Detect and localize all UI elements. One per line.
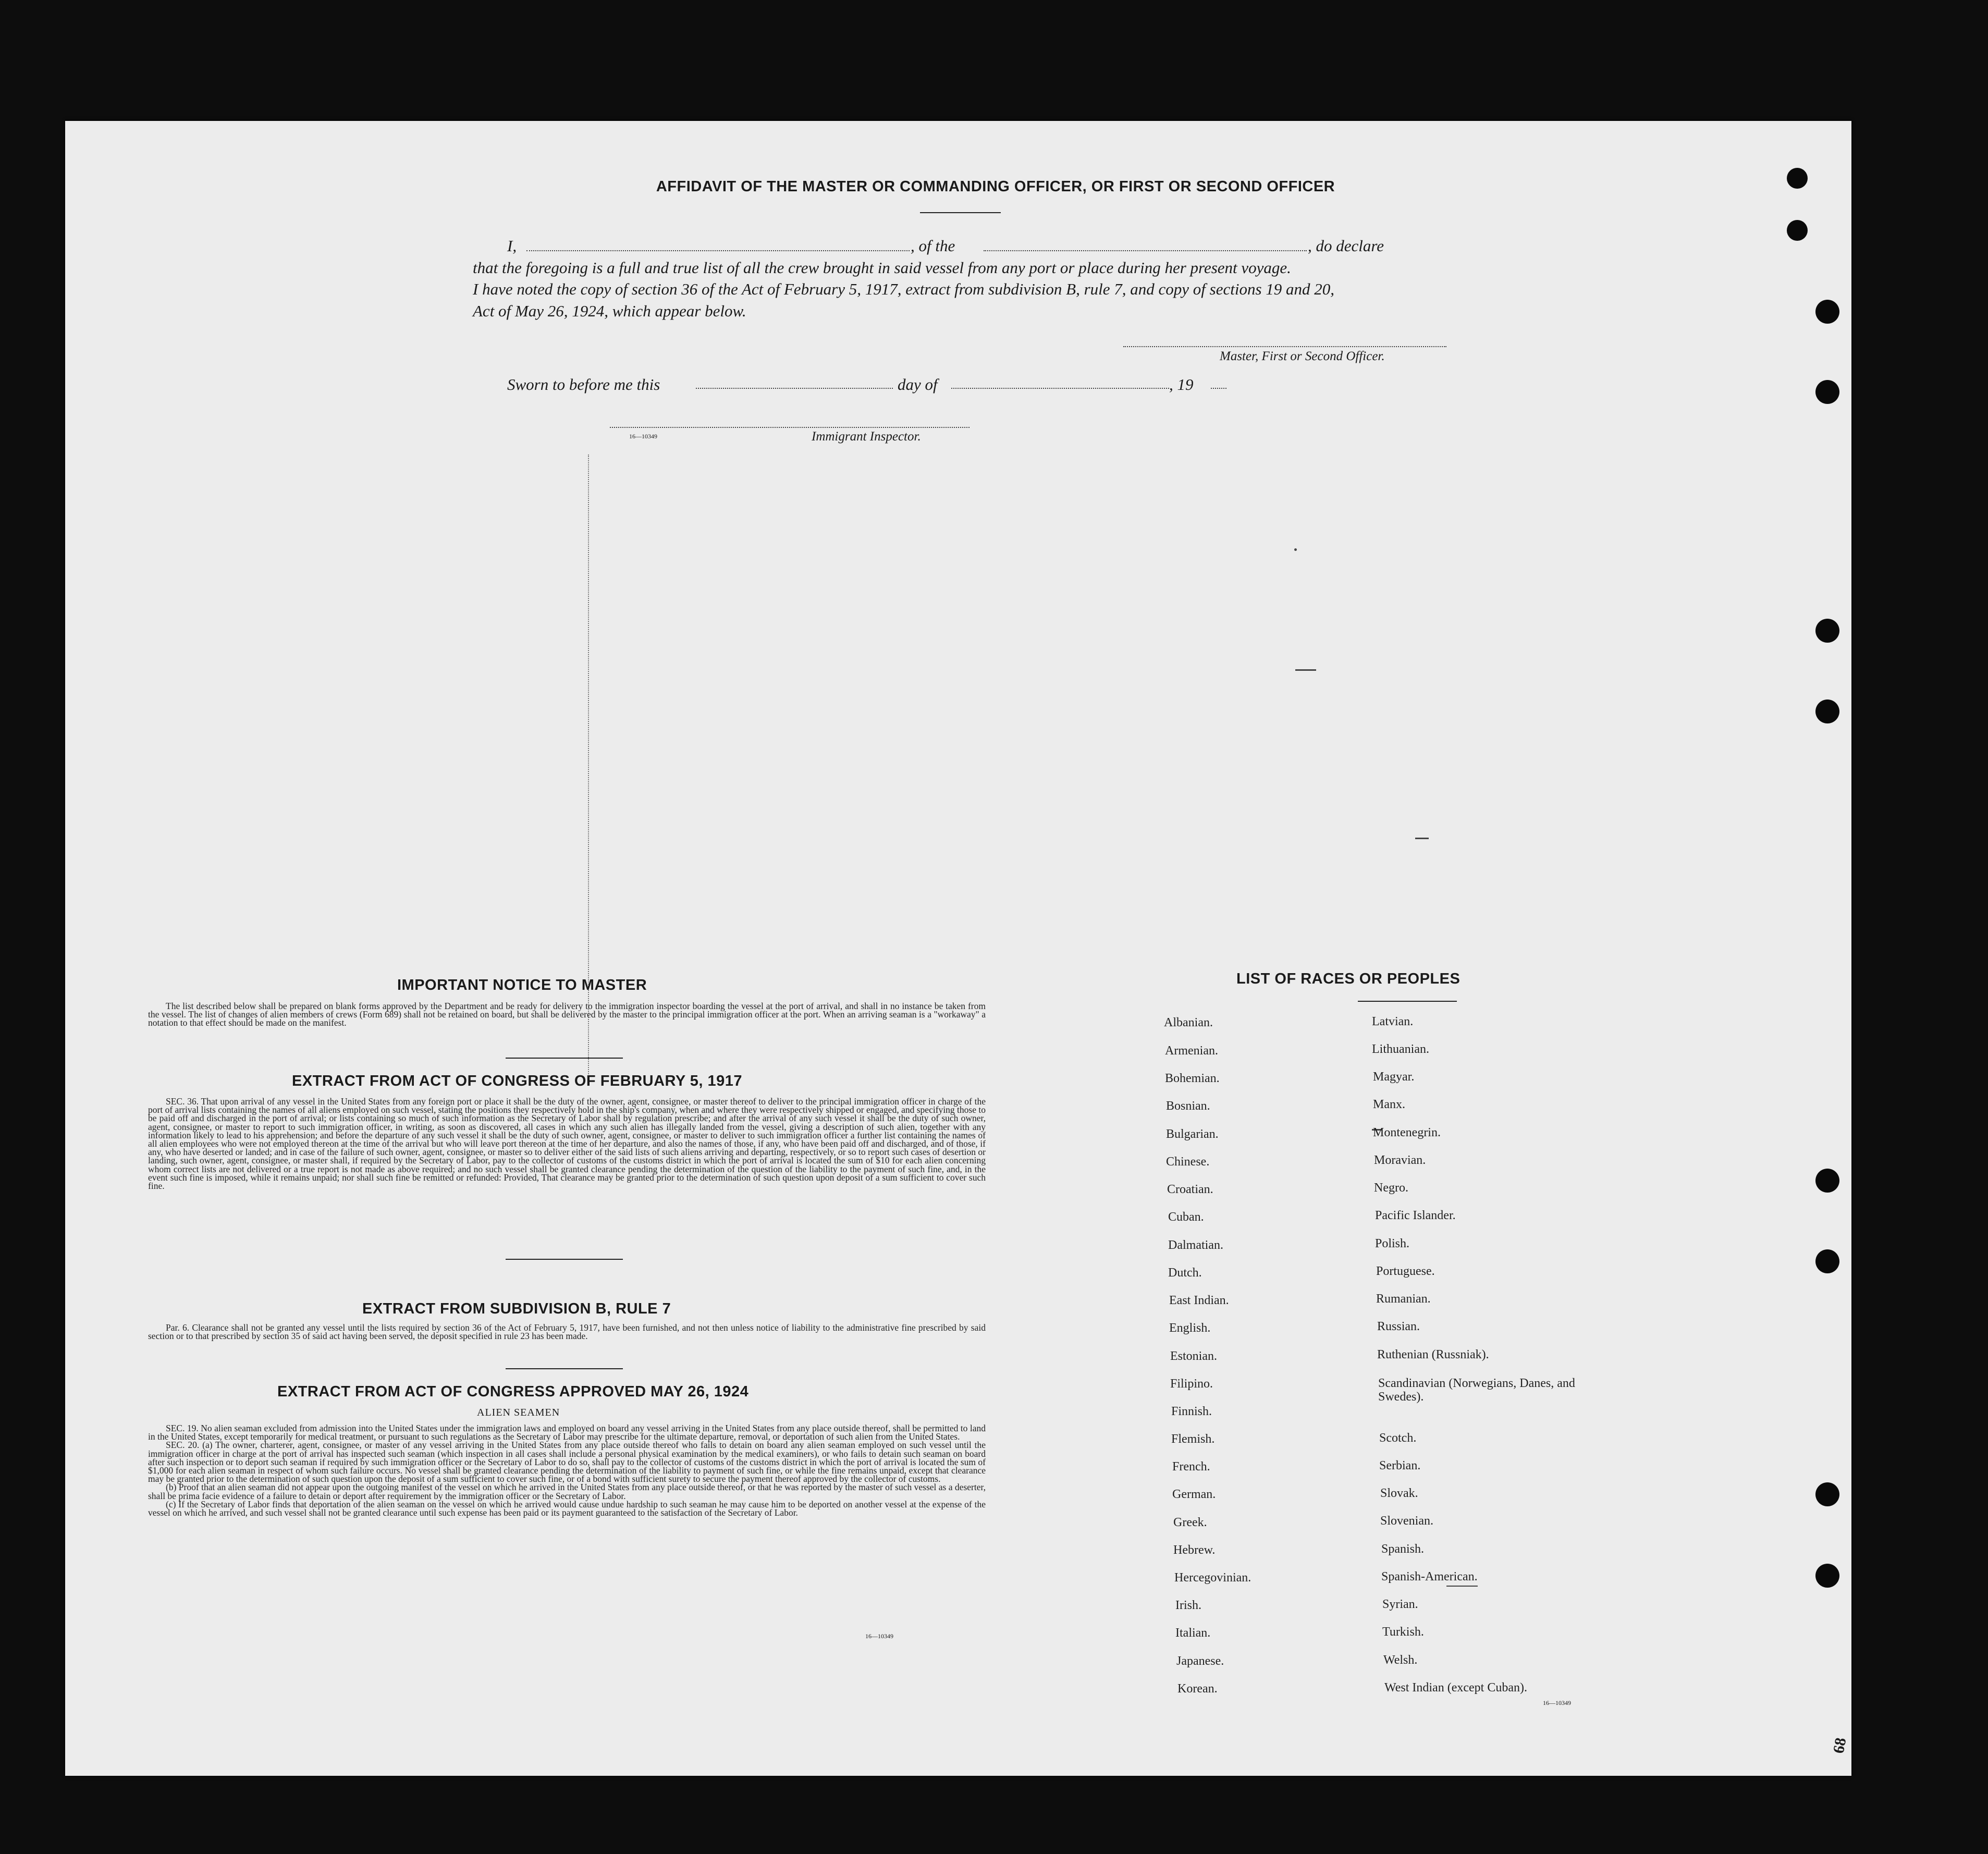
race-item: Cuban. <box>1168 1210 1204 1224</box>
sec20a-text: SEC. 20. (a) The owner, charterer, agent, consignee, or master of any vessel arriving in the United States from any place outside thereof who fails to detain on board any alien seaman employed on such vessel until the immigration officer in charge at the port of arrival has inspected such seaman (which inspection in all cases shall include a personal physical examination by the medical examiners), or who fails to detain such seaman on board after such inspection or to deport such seaman if required by such immigration officer or the Secretary of Labor to do so, shall pay to the collector of customs of the customs district in which the port of arrival is located the sum of $1,000 for each alien seaman in respect of whom such failure occurs. No vessel shall be granted clearance pending the determination of the liability to payment of such fine, or while the fine remains unpaid, except that clearance may be granted prior to the determination of such question upon the deposit of a sum sufficient to cover such fine, or of a bond with sufficient surety to secure the payment thereof approved by the collector of customs. <box>148 1440 986 1484</box>
race-item: Japanese. <box>1176 1654 1224 1668</box>
extract-1924-body <box>148 1424 986 1517</box>
race-item: Polish. <box>1375 1237 1410 1250</box>
inspector-signature-line[interactable] <box>610 427 970 428</box>
race-item: Italian. <box>1175 1626 1211 1640</box>
race-item: Portuguese. <box>1376 1264 1435 1278</box>
punch-hole <box>1815 1482 1839 1506</box>
scan-mark <box>1446 1586 1478 1587</box>
races-title: LIST OF RACES OR PEOPLES <box>1236 971 1461 987</box>
form-sheet <box>65 121 1851 1776</box>
extract-1917-body <box>148 1097 986 1190</box>
race-item: Hebrew. <box>1173 1543 1216 1557</box>
race-item: Bohemian. <box>1165 1072 1220 1085</box>
sworn-date-blank[interactable] <box>696 388 893 389</box>
race-item: Slovak. <box>1380 1487 1418 1500</box>
race-item: Dutch. <box>1168 1266 1202 1280</box>
par6-text: Par. 6. Clearance shall not be granted any vessel until the lists required by section 36 of the Act of February 5, 1917, have been furnished, and not then unless notice of liability to the administrative fine prescribed by said section or to that prescribed by section 35 of said act having been served, the deposit specified in rule 23 has been made. <box>148 1322 986 1342</box>
affidavit-line2: that the foregoing is a full and true list of all the crew brought in said vessel from any port or place during her present voyage. <box>473 259 1291 277</box>
race-item: Greek. <box>1173 1516 1207 1529</box>
race-item: Bosnian. <box>1166 1099 1210 1113</box>
title-rule <box>920 212 1001 213</box>
race-item: Spanish-American. <box>1381 1570 1478 1583</box>
notice-title: IMPORTANT NOTICE TO MASTER <box>397 977 647 993</box>
race-item: Filipino. <box>1170 1377 1213 1391</box>
master-signature-label: Master, First or Second Officer. <box>1220 349 1385 363</box>
race-item: Albanian. <box>1164 1016 1213 1029</box>
race-item: Scotch. <box>1379 1431 1417 1445</box>
race-item: Dalmatian. <box>1168 1238 1223 1252</box>
notice-text: The list described below shall be prepared on blank forms approved by the Department and be ready for delivery to the immigration inspector boarding the vessel at the port of arrival, and shall in no instance be taken from the vessel. The list of changes of alien members of crews (Form 689) shall not be retained on board, but shall be delivered by the master to the principal immigration officer at the port. When an arriving seaman is a "workaway" a notation to that effect should be made on the manifest. <box>148 1001 986 1028</box>
affidavit-form-number: 16—10349 <box>629 433 657 440</box>
master-signature-line[interactable] <box>1123 346 1446 347</box>
affidavit-line1-i: I, <box>507 237 517 255</box>
race-item: Welsh. <box>1383 1653 1418 1667</box>
sworn-year: , 19 <box>1169 375 1194 394</box>
affidavit-line1-of-the: , of the <box>911 237 955 255</box>
vessel-blank[interactable] <box>984 250 1307 251</box>
extract-1924-title: EXTRACT FROM ACT OF CONGRESS APPROVED MAY 26, 1924 <box>277 1383 749 1400</box>
race-item: Finnish. <box>1171 1405 1212 1418</box>
sec20c-text: (c) If the Secretary of Labor finds that deportation of the alien seaman on the vessel on which he arrived would cause undue hardship to such seaman he may cause him to be deported on another vessel at the expense of the vessel on which he arrived, and such vessel shall not be granted clearance until such expense has been paid or its payment guaranteed to the satisfaction of the Secretary of Labor. <box>148 1499 986 1518</box>
extract-1917-title: EXTRACT FROM ACT OF CONGRESS OF FEBRUARY 5, 1917 <box>292 1073 743 1089</box>
race-item: Latvian. <box>1372 1015 1414 1028</box>
punch-hole <box>1815 1249 1839 1273</box>
race-item: Montenegrin. <box>1373 1126 1441 1139</box>
affidavit-line4: Act of May 26, 1924, which appear below. <box>473 302 746 320</box>
race-item: Chinese. <box>1166 1155 1210 1169</box>
race-item: Russian. <box>1377 1320 1420 1333</box>
scan-mark <box>1295 669 1316 671</box>
punch-hole <box>1815 1169 1839 1193</box>
sworn-prefix: Sworn to before me this <box>507 375 660 394</box>
race-item: Negro. <box>1374 1181 1408 1195</box>
punch-hole <box>1815 1564 1839 1588</box>
inspector-label: Immigrant Inspector. <box>812 429 921 444</box>
sec36-text: SEC. 36. That upon arrival of any vessel in the United States from any foreign port or place it shall be the duty of the owner, agent, consignee, or master thereof to deliver to the principal immigration officer in charge of the port of arrival lists containing the names of all aliens employed on such vessel, stating the positions they respectively hold in the ship's company, when and where they were respectively shipped or engaged, and specifying those to be paid off and discharged in the port of arrival; or lists containing so much of such information as the Secretary of Labor shall by regulation prescribe; and after the arrival of any such vessel it shall be the duty of such owner, agent, consignee, or master to report to such immigration officer, in writing, as soon as discovered, all cases in which any such alien has illegally landed from the vessel, giving a description of such alien, together with any information likely to lead to his apprehension; and before the departure of any such vessel it shall be the duty of such owner, agent, consignee, or master to deliver to such immigration officer a further list containing the names of all alien employees who were not employed thereon at the time of the arrival but who will leave port thereon at the time of her departure, and also the names of those, if any, who have been paid off and discharged, and of those, if any, who have deserted or landed; and in case of the failure of such owner, agent, consignee, or master so to deliver either of the said lists of such aliens arriving and departing, respectively, or so to report such cases of desertion or landing, such owner, agent, consignee, or master shall, if required by the Secretary of Labor, pay to the collector of customs of the customs district in which the port of arrival is located the sum of $10 for each alien concerning whom correct lists are not delivered or a true report is not made as above required; and no such vessel shall be granted clearance pending the determination of the question of the liability to the payment of such fine, and, in the event such fine is imposed, while it remains unpaid; nor shall such fine be remitted or refunded: Provided, That clearance may be granted prior to the determination of such question upon deposit of a sum sufficient to cover such fine. <box>148 1096 986 1192</box>
affidavit-title: AFFIDAVIT OF THE MASTER OR COMMANDING OFFICER, OR FIRST OR SECOND OFFICER <box>656 178 1335 195</box>
handwritten-page-number: 68 <box>1830 1736 1850 1755</box>
race-item: Rumanian. <box>1376 1292 1431 1306</box>
race-item: Irish. <box>1175 1599 1201 1612</box>
scan-mark <box>1415 838 1429 839</box>
race-item: Magyar. <box>1373 1070 1415 1084</box>
races-title-rule <box>1358 1001 1457 1002</box>
race-item: French. <box>1172 1460 1210 1474</box>
section-rule <box>506 1259 623 1260</box>
race-item: Ruthenian (Russniak). <box>1377 1348 1489 1361</box>
race-item: Bulgarian. <box>1166 1127 1219 1141</box>
affidavit-line1-declare: , do declare <box>1308 237 1384 255</box>
race-item: Croatian. <box>1167 1183 1213 1196</box>
race-item: East Indian. <box>1169 1294 1229 1307</box>
scan-mark <box>1294 548 1297 551</box>
race-item: Korean. <box>1177 1682 1218 1696</box>
race-item: Armenian. <box>1165 1044 1218 1058</box>
race-item: West Indian (except Cuban). <box>1384 1681 1527 1695</box>
affidavit-line3: I have noted the copy of section 36 of the Act of February 5, 1917, extract from subdivision B, rule 7, and copy of sections 19 and 20, <box>473 280 1335 298</box>
rule7-title: EXTRACT FROM SUBDIVISION B, RULE 7 <box>362 1300 671 1317</box>
race-item: Pacific Islander. <box>1375 1209 1456 1222</box>
race-item: Serbian. <box>1379 1459 1421 1472</box>
section-rule <box>506 1058 623 1059</box>
sec19-text: SEC. 19. No alien seaman excluded from admission into the United States under the immigration laws and employed on board any vessel arriving in the United States from any place outside thereof, shall be permitted to land in the United States, except temporarily for medical treatment, or pursuant to such regulations as the Secretary of Labor may prescribe for the ultimate departure, removal, or deportation of such alien from the United States. <box>148 1423 986 1442</box>
punch-hole <box>1815 619 1839 643</box>
sworn-day-of: day of <box>898 375 938 394</box>
race-item: Slovenian. <box>1380 1514 1433 1528</box>
section-rule <box>506 1368 623 1369</box>
race-item: Manx. <box>1373 1098 1405 1111</box>
punch-hole <box>1815 300 1839 324</box>
race-item: Moravian. <box>1374 1153 1426 1167</box>
race-item: Lithuanian. <box>1372 1042 1429 1056</box>
race-item: Flemish. <box>1171 1432 1215 1446</box>
sworn-year-blank[interactable] <box>1211 388 1226 389</box>
sec20b-text: (b) Proof that an alien seaman did not appear upon the outgoing manifest of the vessel on which he arrived in the United States from any place outside thereof, or that he was reported by the master of such vessel as a deserter, shall be prima facie evidence of a failure to detain or deport after requirement by the immigration officer or the Secretary of Labor. <box>148 1482 986 1501</box>
sworn-month-blank[interactable] <box>951 388 1169 389</box>
race-item: Spanish. <box>1381 1542 1425 1556</box>
race-item: Turkish. <box>1382 1625 1424 1639</box>
rule7-body <box>148 1323 986 1340</box>
races-form-number: 16—10349 <box>1543 1699 1571 1706</box>
race-item: English. <box>1169 1321 1211 1335</box>
punch-hole <box>1787 220 1808 241</box>
race-item: Hercegovinian. <box>1174 1571 1251 1585</box>
race-item: Scandinavian (Norwegians, Danes, and Swedes). <box>1378 1377 1575 1404</box>
punch-hole <box>1787 168 1808 189</box>
notice-body <box>148 1002 986 1027</box>
punch-hole <box>1815 699 1839 723</box>
extract-form-number: 16—10349 <box>865 1632 893 1640</box>
alien-seamen-subtitle: ALIEN SEAMEN <box>477 1407 560 1418</box>
name-blank[interactable] <box>526 250 910 251</box>
punch-hole <box>1815 380 1839 404</box>
race-item: Estonian. <box>1170 1349 1217 1363</box>
race-item: Syrian. <box>1382 1598 1418 1611</box>
race-item: German. <box>1172 1488 1216 1501</box>
